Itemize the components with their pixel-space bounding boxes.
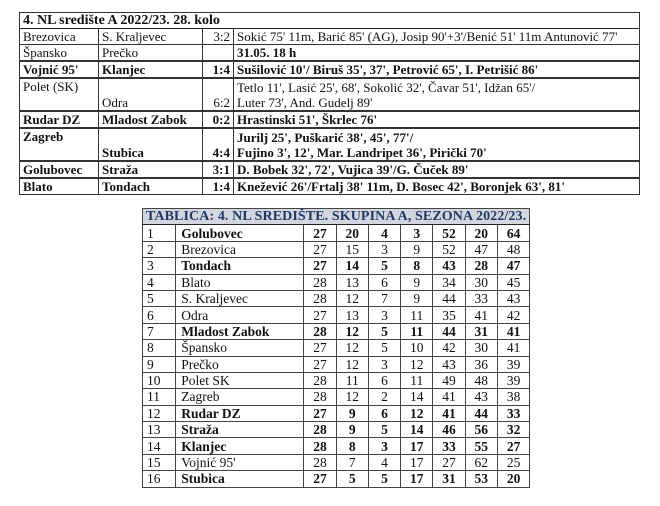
stat-wins: 12 xyxy=(336,356,368,372)
rank: 5 xyxy=(143,290,176,306)
away-team: Mladost Zabok xyxy=(99,111,203,128)
rank: 8 xyxy=(143,340,176,356)
goal-scorers xyxy=(234,45,640,62)
stat-played: 27 xyxy=(304,258,336,274)
stat-played: 28 xyxy=(304,422,336,438)
stat-goals-against: 62 xyxy=(465,454,497,470)
team-name: Vojnić 95' xyxy=(176,454,304,470)
rank: 9 xyxy=(143,356,176,372)
stat-wins: 8 xyxy=(336,438,368,454)
stat-wins: 7 xyxy=(336,454,368,470)
stat-draws: 6 xyxy=(368,372,400,388)
stat-goals-against: 53 xyxy=(465,471,497,487)
stat-draws: 3 xyxy=(368,356,400,372)
stat-played: 27 xyxy=(304,225,336,241)
standings-row xyxy=(143,323,530,339)
stat-draws: 5 xyxy=(368,323,400,339)
stat-goals-for: 52 xyxy=(433,241,465,257)
scorer-line: Fujino 3', 12', Mar. Landripet 36', Pirički 70' xyxy=(237,145,487,160)
results-title-row xyxy=(20,13,640,29)
stat-goals-against: 41 xyxy=(465,307,497,323)
stat-points: 42 xyxy=(497,307,529,323)
stat-played: 28 xyxy=(304,274,336,290)
stat-points: 41 xyxy=(497,323,529,339)
standings-row xyxy=(143,372,530,388)
goal-scorers xyxy=(234,29,640,45)
stat-goals-against: 44 xyxy=(465,405,497,421)
stat-goals-against: 36 xyxy=(465,356,497,372)
match-score: 4:4 xyxy=(203,128,234,161)
standings-row xyxy=(143,389,530,405)
stat-goals-for: 44 xyxy=(433,323,465,339)
stat-goals-against: 31 xyxy=(465,323,497,339)
standings-row xyxy=(143,422,530,438)
stat-played: 28 xyxy=(304,323,336,339)
stat-wins: 15 xyxy=(336,241,368,257)
home-team: Golubovec xyxy=(20,161,99,178)
stat-played: 27 xyxy=(304,356,336,372)
stat-losses: 12 xyxy=(401,405,433,421)
team-name: Stubica xyxy=(176,471,304,487)
team-name: Polet SK xyxy=(176,372,304,388)
stat-draws: 5 xyxy=(368,258,400,274)
away-team: Klanjec xyxy=(99,61,203,78)
match-row xyxy=(20,111,640,128)
standings-row xyxy=(143,438,530,454)
goal-scorers xyxy=(234,161,640,178)
stat-played: 28 xyxy=(304,372,336,388)
stat-draws: 5 xyxy=(368,340,400,356)
scorer-line: Hrastinski 51', Škrlec 76' xyxy=(237,112,378,127)
team-name: Zagreb xyxy=(176,389,304,405)
stat-goals-for: 44 xyxy=(433,290,465,306)
stat-draws: 2 xyxy=(368,389,400,405)
stat-goals-against: 28 xyxy=(465,258,497,274)
scorer-line: Knežević 26'/Frtalj 38' 11m, D. Bosec 42', Boronjek 63', 81' xyxy=(237,179,565,194)
match-row xyxy=(20,161,640,178)
match-score: 3:2 xyxy=(203,29,234,45)
stat-losses: 14 xyxy=(401,389,433,405)
home-team: Brezovica xyxy=(20,29,99,45)
stat-points: 64 xyxy=(497,225,529,241)
rank: 15 xyxy=(143,454,176,470)
stat-points: 27 xyxy=(497,438,529,454)
match-row xyxy=(20,29,640,45)
stat-goals-against: 30 xyxy=(465,340,497,356)
standings-row xyxy=(143,290,530,306)
scorer-line: Luter 73', And. Gudelj 89' xyxy=(237,95,373,110)
stat-points: 39 xyxy=(497,372,529,388)
stat-draws: 6 xyxy=(368,274,400,290)
stat-played: 28 xyxy=(304,389,336,405)
stat-losses: 14 xyxy=(401,422,433,438)
stat-played: 28 xyxy=(304,438,336,454)
scorer-line: Tetlo 11', Lasić 25', 68', Sokolić 32', Čavar 51', Idžan 65'/ xyxy=(237,80,536,95)
standings-row xyxy=(143,307,530,323)
team-name: Mladost Zabok xyxy=(176,323,304,339)
rank: 12 xyxy=(143,405,176,421)
goal-scorers xyxy=(234,128,640,161)
stat-losses: 11 xyxy=(401,307,433,323)
away-team: Odra xyxy=(99,78,203,111)
stat-goals-for: 43 xyxy=(433,258,465,274)
stat-losses: 11 xyxy=(401,323,433,339)
stat-points: 20 xyxy=(497,471,529,487)
stat-wins: 9 xyxy=(336,422,368,438)
stat-points: 39 xyxy=(497,356,529,372)
rank: 3 xyxy=(143,258,176,274)
stat-draws: 5 xyxy=(368,471,400,487)
match-score: 0:2 xyxy=(203,111,234,128)
away-team: Prečko xyxy=(99,45,203,62)
team-name: Špansko xyxy=(176,340,304,356)
stat-draws: 4 xyxy=(368,225,400,241)
stat-goals-for: 52 xyxy=(433,225,465,241)
scorer-line: D. Bobek 32', 72', Vujica 39'/G. Čuček 89' xyxy=(237,162,469,177)
stat-goals-against: 20 xyxy=(465,225,497,241)
stat-losses: 17 xyxy=(401,454,433,470)
stat-points: 41 xyxy=(497,340,529,356)
stat-goals-for: 34 xyxy=(433,274,465,290)
match-score: 1:4 xyxy=(203,178,234,195)
rank: 6 xyxy=(143,307,176,323)
stat-losses: 9 xyxy=(401,241,433,257)
stat-goals-against: 43 xyxy=(465,389,497,405)
stat-losses: 3 xyxy=(401,225,433,241)
stat-draws: 3 xyxy=(368,438,400,454)
stat-played: 27 xyxy=(304,471,336,487)
stat-played: 27 xyxy=(304,241,336,257)
stat-goals-for: 35 xyxy=(433,307,465,323)
team-name: Brezovica xyxy=(176,241,304,257)
rank: 1 xyxy=(143,225,176,241)
stat-losses: 17 xyxy=(401,471,433,487)
stat-losses: 12 xyxy=(401,356,433,372)
stat-goals-for: 49 xyxy=(433,372,465,388)
results-table xyxy=(19,12,640,195)
stat-played: 27 xyxy=(304,307,336,323)
stat-goals-against: 30 xyxy=(465,274,497,290)
match-score: 1:4 xyxy=(203,61,234,78)
team-name: Blato xyxy=(176,274,304,290)
stat-wins: 13 xyxy=(336,307,368,323)
away-team: Stubica xyxy=(99,128,203,161)
stat-losses: 11 xyxy=(401,372,433,388)
stat-wins: 11 xyxy=(336,372,368,388)
away-team: S. Kraljevec xyxy=(99,29,203,45)
stat-goals-for: 42 xyxy=(433,340,465,356)
standings-row xyxy=(143,225,530,241)
stat-points: 45 xyxy=(497,274,529,290)
standings-row xyxy=(143,274,530,290)
goal-scorers xyxy=(234,111,640,128)
match-row xyxy=(20,61,640,78)
team-name: Rudar DZ xyxy=(176,405,304,421)
standings-table xyxy=(142,208,530,488)
standings-row xyxy=(143,241,530,257)
stat-goals-against: 33 xyxy=(465,290,497,306)
team-name: Prečko xyxy=(176,356,304,372)
stat-goals-against: 56 xyxy=(465,422,497,438)
home-team: Blato xyxy=(20,178,99,195)
stat-points: 25 xyxy=(497,454,529,470)
stat-wins: 9 xyxy=(336,405,368,421)
stat-points: 48 xyxy=(497,241,529,257)
stat-losses: 9 xyxy=(401,274,433,290)
team-name: Tondach xyxy=(176,258,304,274)
stat-draws: 7 xyxy=(368,290,400,306)
standings-row xyxy=(143,454,530,470)
stat-played: 27 xyxy=(304,340,336,356)
match-row xyxy=(20,45,640,62)
rank: 7 xyxy=(143,323,176,339)
match-row xyxy=(20,178,640,195)
match-score: 6:2 xyxy=(203,78,234,111)
stat-wins: 12 xyxy=(336,389,368,405)
match-score xyxy=(203,45,234,62)
stat-goals-for: 33 xyxy=(433,438,465,454)
stat-wins: 12 xyxy=(336,290,368,306)
match-row xyxy=(20,78,640,111)
stat-wins: 12 xyxy=(336,323,368,339)
match-row xyxy=(20,128,640,161)
standings-row xyxy=(143,340,530,356)
standings-row xyxy=(143,405,530,421)
goal-scorers xyxy=(234,61,640,78)
stat-points: 47 xyxy=(497,258,529,274)
stat-wins: 20 xyxy=(336,225,368,241)
standings-row xyxy=(143,471,530,487)
rank: 2 xyxy=(143,241,176,257)
stat-draws: 4 xyxy=(368,454,400,470)
standings-title-row xyxy=(143,209,530,225)
stat-losses: 17 xyxy=(401,438,433,454)
stat-played: 27 xyxy=(304,405,336,421)
scorer-line: 31.05. 18 h xyxy=(237,45,297,60)
team-name: Straža xyxy=(176,422,304,438)
stat-losses: 10 xyxy=(401,340,433,356)
goal-scorers xyxy=(234,78,640,111)
rank: 14 xyxy=(143,438,176,454)
standings-title: TABLICA: 4. NL SREDIŠTE. SKUPINA A, SEZONA 2022/23. xyxy=(143,209,530,225)
team-name: S. Kraljevec xyxy=(176,290,304,306)
stat-points: 33 xyxy=(497,405,529,421)
goal-scorers xyxy=(234,178,640,195)
stat-wins: 5 xyxy=(336,471,368,487)
stat-goals-against: 47 xyxy=(465,241,497,257)
stat-losses: 8 xyxy=(401,258,433,274)
stat-wins: 14 xyxy=(336,258,368,274)
stat-goals-against: 55 xyxy=(465,438,497,454)
stat-draws: 3 xyxy=(368,307,400,323)
stat-wins: 12 xyxy=(336,340,368,356)
standings-row xyxy=(143,356,530,372)
stat-played: 28 xyxy=(304,290,336,306)
home-team: Polet (SK) xyxy=(20,78,99,111)
home-team: Špansko xyxy=(20,45,99,62)
scorer-line: Sokić 75' 11m, Barić 85' (AG), Josip 90'+3'/Benić 51' 11m Antunović 77' xyxy=(237,29,618,44)
stat-goals-for: 41 xyxy=(433,389,465,405)
rank: 10 xyxy=(143,372,176,388)
team-name: Odra xyxy=(176,307,304,323)
rank: 4 xyxy=(143,274,176,290)
stat-played: 28 xyxy=(304,454,336,470)
home-team: Rudar DZ xyxy=(20,111,99,128)
stat-points: 43 xyxy=(497,290,529,306)
stat-draws: 6 xyxy=(368,405,400,421)
team-name: Golubovec xyxy=(176,225,304,241)
rank: 11 xyxy=(143,389,176,405)
stat-goals-for: 41 xyxy=(433,405,465,421)
away-team: Tondach xyxy=(99,178,203,195)
rank: 13 xyxy=(143,422,176,438)
rank: 16 xyxy=(143,471,176,487)
away-team: Straža xyxy=(99,161,203,178)
home-team: Vojnić 95' xyxy=(20,61,99,78)
standings-row xyxy=(143,258,530,274)
home-team: Zagreb xyxy=(20,128,99,161)
stat-goals-for: 31 xyxy=(433,471,465,487)
stat-goals-for: 46 xyxy=(433,422,465,438)
stat-draws: 3 xyxy=(368,241,400,257)
results-title: 4. NL središte A 2022/23. 28. kolo xyxy=(20,13,640,29)
stat-points: 38 xyxy=(497,389,529,405)
stat-goals-against: 48 xyxy=(465,372,497,388)
scorer-line: Jurilj 25', Puškarić 38', 45', 77'/ xyxy=(237,130,414,145)
match-score: 3:1 xyxy=(203,161,234,178)
stat-draws: 5 xyxy=(368,422,400,438)
team-name: Klanjec xyxy=(176,438,304,454)
stat-losses: 9 xyxy=(401,290,433,306)
stat-wins: 13 xyxy=(336,274,368,290)
stat-goals-for: 43 xyxy=(433,356,465,372)
stat-goals-for: 27 xyxy=(433,454,465,470)
scorer-line: Sušilović 10'/ Biruš 35', 37', Petrović 65', I. Petrišić 86' xyxy=(237,62,539,77)
stat-points: 32 xyxy=(497,422,529,438)
